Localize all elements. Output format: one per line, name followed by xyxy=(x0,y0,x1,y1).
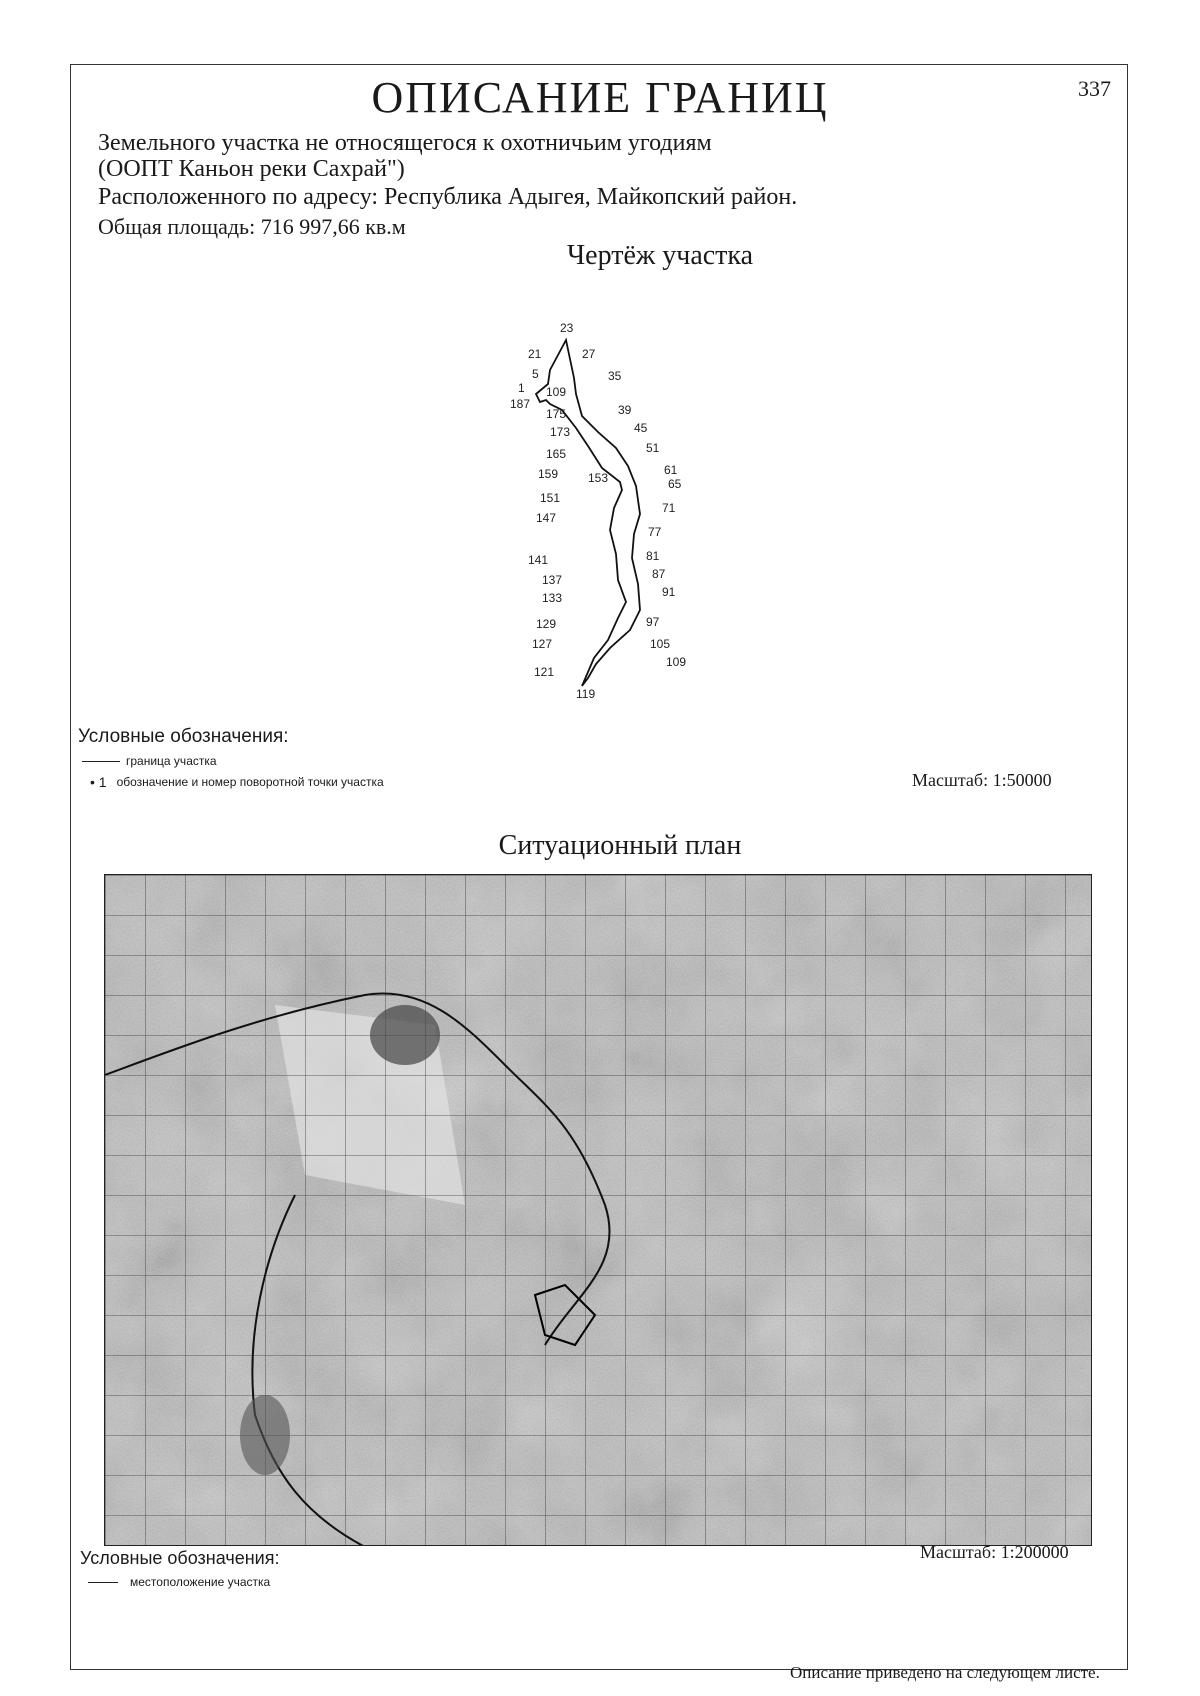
legend2-heading: Условные обозначения: xyxy=(80,1548,280,1568)
boundary-point-label: 133 xyxy=(542,591,563,605)
boundary-point-label: 151 xyxy=(540,491,561,505)
page-title: ОПИСАНИЕ ГРАНИЦ xyxy=(371,73,829,122)
legend-point xyxy=(90,774,384,790)
info-line-3: Расположенного по адресу: Республика Адыгея, Майкопский район. xyxy=(98,184,798,210)
boundary-point-label: 45 xyxy=(634,421,648,435)
topographic-map-image xyxy=(105,875,1092,1546)
boundary-point-label: 105 xyxy=(650,637,671,651)
boundary-point-label: 61 xyxy=(664,463,678,477)
drawing-heading: Чертёж участка xyxy=(566,240,754,271)
boundary-point-label: 35 xyxy=(608,369,622,383)
boundary-point-label: 147 xyxy=(536,511,557,525)
boundary-point-label: 27 xyxy=(582,347,596,361)
legend-heading: Условные обозначения: xyxy=(78,726,289,747)
plot-drawing xyxy=(490,318,710,718)
boundary-point-label: 121 xyxy=(534,665,555,679)
boundary-point-label: 65 xyxy=(668,477,682,491)
scale-drawing: Масштаб: 1:50000 xyxy=(912,770,1052,790)
location-line-symbol xyxy=(88,1582,118,1583)
boundary-point-label: 21 xyxy=(528,347,542,361)
legend-boundary xyxy=(82,754,217,768)
boundary-point-label: 97 xyxy=(646,615,660,629)
situation-map xyxy=(104,874,1092,1546)
boundary-point-label: 109 xyxy=(666,655,687,669)
boundary-point-label: 129 xyxy=(536,617,557,631)
info-line-4: Общая площадь: 716 997,66 кв.м xyxy=(98,214,406,239)
boundary-point-label: 141 xyxy=(528,553,549,567)
boundary-point-label: 127 xyxy=(532,637,553,651)
boundary-point-label: 175 xyxy=(546,407,567,421)
point-marker-symbol: • 1 xyxy=(90,774,107,790)
info-line-1: Земельного участка не относящегося к охотничьим угодиям xyxy=(98,130,712,156)
boundary-point-label: 153 xyxy=(588,471,609,485)
situation-heading: Ситуационный план xyxy=(498,830,742,861)
boundary-point-label: 87 xyxy=(652,567,666,581)
legend-point-label: обозначение и номер поворотной точки участка xyxy=(116,775,384,789)
boundary-point-label: 187 xyxy=(510,397,531,411)
boundary-point-label: 39 xyxy=(618,403,632,417)
legend-location xyxy=(88,1575,270,1589)
boundary-point-label: 137 xyxy=(542,573,563,587)
boundary-point-label: 51 xyxy=(646,441,660,455)
boundary-point-label: 91 xyxy=(662,585,676,599)
page-number: 337 xyxy=(1078,76,1111,101)
boundary-point-label: 71 xyxy=(662,501,676,515)
legend-boundary-label: граница участка xyxy=(126,754,217,768)
boundary-line-symbol xyxy=(82,761,120,762)
boundary-point-label: 77 xyxy=(648,525,662,539)
boundary-point-label: 165 xyxy=(546,447,567,461)
legend-location-label: местоположение участка xyxy=(130,1575,271,1589)
boundary-point-label: 1 xyxy=(518,381,525,395)
boundary-point-label: 5 xyxy=(532,367,539,381)
info-line-2: (ООПТ Каньон реки Сахрай") xyxy=(98,156,405,182)
scale-situation: Масштаб: 1:200000 xyxy=(920,1542,1069,1562)
boundary-point-label: 173 xyxy=(550,425,571,439)
boundary-point-label: 23 xyxy=(560,321,574,335)
boundary-point-label: 159 xyxy=(538,467,559,481)
boundary-point-label: 109 xyxy=(546,385,567,399)
footer-note: Описание приведено на следующем листе. xyxy=(790,1663,1100,1682)
boundary-point-label: 119 xyxy=(576,687,596,701)
boundary-point-label: 81 xyxy=(646,549,660,563)
